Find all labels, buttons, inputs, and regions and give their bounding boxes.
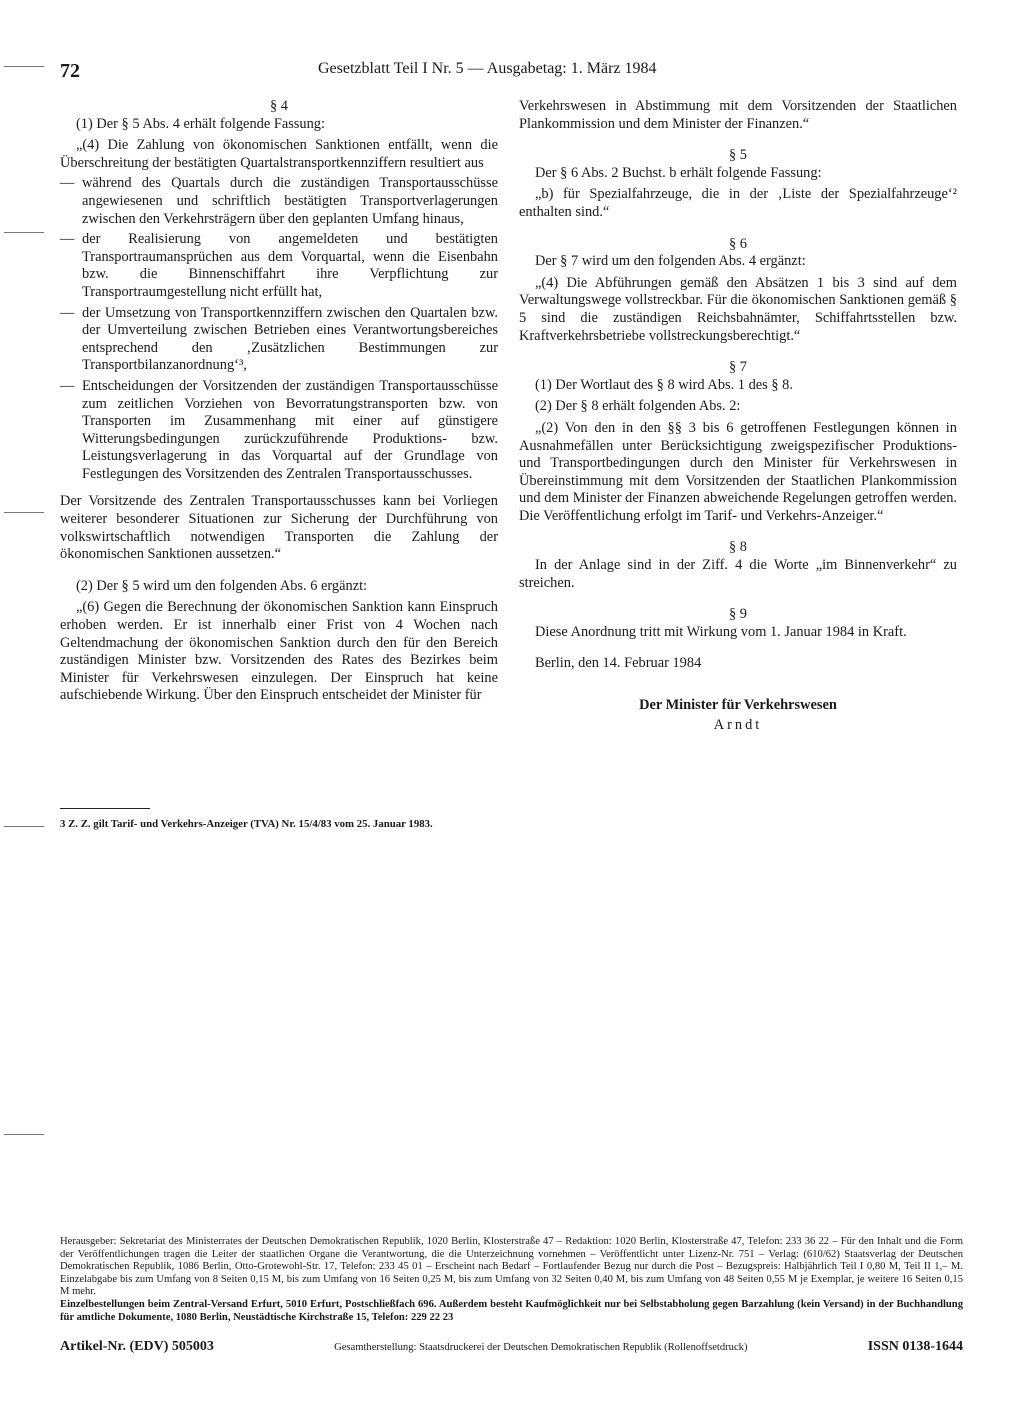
s8-text: In der Anlage sind in der Ziff. 4 die Worte „im Binnenverkehr“ zu streichen. [519, 557, 957, 591]
section-heading-7: § 7 [729, 359, 747, 376]
s5-intro: Der § 6 Abs. 2 Buchst. b erhält folgende Fassung: [535, 164, 822, 181]
running-header: Gesetzblatt Teil I Nr. 5 — Ausgabetag: 1. März 1984 [318, 60, 657, 77]
margin-mark [4, 512, 44, 513]
margin-mark [4, 826, 44, 827]
page-number: 72 [60, 60, 80, 82]
dash-item [60, 175, 498, 228]
left-column [60, 98, 498, 705]
s4-vorsitzende-text: Der Vorsitzende des Zentralen Transportausschusses kann bei Vorliegen weiterer besonderer Situationen zur Sicherung der Durchführung von volkswirtschaftlich notwendigen Transporten die Zahlung der ökonomischen Sanktionen aussetzen.“ [60, 493, 498, 563]
dash-mark: — [60, 377, 75, 394]
footnote-rule [60, 808, 150, 809]
margin-mark [4, 232, 44, 233]
dash-mark: — [60, 175, 75, 192]
imprint-bottom-row [60, 1339, 963, 1355]
section-heading-6: § 6 [729, 235, 747, 252]
dash-item [60, 231, 498, 301]
section-heading-5: § 5 [729, 147, 747, 164]
section-heading-4: § 4 [270, 98, 288, 114]
s4-abs6-text: „(6) Gegen die Berechnung der ökonomischen Sanktion kann Einspruch erhoben werden. Er ist innerhalb einer Frist von 4 Wochen nach Geltendmachung der ökonomischen Sanktion durch den für den Bereich zuständigen Minister bzw. Vorsitzenden des Rates des Bezirkes beim Minister für Verkehrswesen einzulegen. Der Einspruch hat keine aufschiebende Wirkung. Über den Einspruch entscheidet der Minister für [60, 599, 498, 704]
section-heading-8: § 8 [729, 539, 747, 556]
dash-item-text: der Realisierung von angemeldeten und bestätigten Transportraumansprüchen aus dem Vorquartal, wenn die Eisenbahn bzw. die Binnenschiffahrt ihre Verpflichtung zur Transportraumgestellung nicht erfüllt hat, [82, 231, 498, 300]
signature-role: Der Minister für Verkehrswesen [639, 697, 837, 714]
footnote: 3 Z. Z. gilt Tarif- und Verkehrs-Anzeiger (TVA) Nr. 15/4/83 vom 25. Januar 1983. [60, 818, 433, 830]
s7-abs2-text: „(2) Von den in den §§ 3 bis 6 getroffenen Festlegungen können in Ausnahmefällen unter Berücksichtigung zweigspezifischer Produktions- und Transportbedingungen durch den Minister für Verkehrswesen in Übereinstimmung mit dem Vorsitzenden der Staatlichen Plankommission und dem Minister der Finanzen abweichende Regelungen getroffen werden. Die Veröffentlichung erfolgt im Tarif- und Verkehrs-Anzeiger.“ [519, 419, 957, 524]
margin-mark [4, 1134, 44, 1135]
dash-item-text: Entscheidungen der Vorsitzenden der zuständigen Transportausschüsse zum zeitlichen Vorziehen von Bevorratungstransporten bzw. von Transporten im Zusammenhang mit einer auf günstigere Witterungsbedingungen zurückzuführende Produktions- bzw. Leistungsverlagerung in das Vorquartal auf der Grundlage von Festlegungen des Vorsitzenden des Zentralen Transportausschusses. [82, 377, 498, 482]
s6-intro: Der § 7 wird um den folgenden Abs. 4 ergänzt: [535, 253, 806, 270]
imprint-bestellung: Einzelbestellungen beim Zentral-Versand Erfurt, 5010 Erfurt, Postschließfach 696. Außerdem besteht Kaufmöglichkeit nur bei Selbstabholung gegen Barzahlung (kein Versand) in der Buchhandlung für amtliche Dokumente, 1080 Berlin, Neustädtische Kirchstraße 15, Telefon: 229 22 23 [60, 1298, 963, 1323]
dash-mark: — [60, 304, 75, 321]
dash-item-text: der Umsetzung von Transportkennziffern zwischen den Quartalen bzw. der Umverteilung zwischen Betrieben eines Verantwortungsbereiches entsprechend den ‚Zusätzlichen Bestimmungen zur Transportbilanzanordnung‘³, [82, 304, 498, 374]
margin-mark [4, 66, 44, 67]
signature-block [519, 697, 957, 734]
gesamtherstellung: Gesamtherstellung: Staatsdruckerei der Deutschen Demokratischen Republik (Rollenoffsetdruck) [334, 1342, 748, 1353]
section-heading-9: § 9 [729, 606, 747, 623]
continuation-text: Verkehrswesen in Abstimmung mit dem Vorsitzenden der Staatlichen Plankommission und dem Minister der Finanzen.“ [519, 98, 957, 132]
s7-abs2-intro: (2) Der § 8 erhält folgenden Abs. 2: [535, 398, 741, 415]
s6-text: „(4) Die Abführungen gemäß den Absätzen 1 bis 3 sind auf dem Verwaltungswege vollstreckbar. Für die ökonomischen Sanktionen gemäß § 5 sind die zuständigen Reichsbahnämter, Schiffahrtsstellen bzw. Kraftverkehrsbetriebe vollstreckungsberechtigt.“ [519, 274, 957, 344]
issn: ISSN 0138-1644 [867, 1339, 963, 1354]
s4-abs1-intro: (1) Der § 5 Abs. 4 erhält folgende Fassung: [76, 115, 325, 132]
s5-text: „b) für Spezialfahrzeuge, die in der ‚Liste der Spezialfahrzeuge‘² enthalten sind.“ [519, 186, 957, 220]
imprint-text: Herausgeber: Sekretariat des Ministerrates der Deutschen Demokratischen Republik, 1020 Berlin, Klosterstraße 47 – Redaktion: 1020 Berlin, Klosterstraße 47, Telefon: 233 36 22 – Für den Inhalt und die Form der Veröffentlichungen tragen die Leiter der staatlichen Organe die Verantwortung, die die Unterzeichnung vornehmen – Veröffentlicht unter Lizenz-Nr. 751 – Verlag: (610/62) Staatsverlag der Deutschen Demokratischen Republik, 1086 Berlin, Otto-Grotewohl-Str. 17, Telefon: 233 45 01 – Erscheint nach Bedarf – Fortlaufender Bezug nur durch die Post – Bezugspreis: Halbjährlich Teil I 0,80 M, Teil II 1,– M. Einzelabgabe bis zum Umfang von 8 Seiten 0,15 M, bis zum Umfang von 16 Seiten 0,25 M, bis zum Umfang von 32 Seiten 0,40 M, bis zum Umfang von 48 Seiten 0,55 M je Exemplar, je weitere 16 Seiten 0,15 M mehr. [60, 1236, 963, 1298]
s7-abs1: (1) Der Wortlaut des § 8 wird Abs. 1 des § 8. [535, 376, 793, 393]
right-column [519, 98, 957, 734]
s4-abs4-text: „(4) Die Zahlung von ökonomischen Sanktionen entfällt, wenn die Überschreitung der bestätigten Quartalstransportkennziffern resultiert aus [60, 137, 498, 171]
dash-item [60, 378, 498, 484]
signature-name: Arndt [713, 716, 763, 733]
dash-item [60, 305, 498, 375]
s4-abs2-intro: (2) Der § 5 wird um den folgenden Abs. 6 ergänzt: [76, 577, 368, 594]
dash-item-text: während des Quartals durch die zuständigen Transportausschüsse angewiesenen und schriftlich bestätigten Transportverlagerungen zwischen den Verkehrsträgern über den geplanten Umfang hinaus, [82, 175, 498, 227]
artikel-number: Artikel-Nr. (EDV) 505003 [60, 1339, 214, 1354]
s9-text: Diese Anordnung tritt mit Wirkung vom 1. Januar 1984 in Kraft. [535, 623, 907, 640]
dash-mark: — [60, 231, 75, 248]
place-date: Berlin, den 14. Februar 1984 [535, 655, 702, 672]
imprint [60, 1236, 963, 1324]
